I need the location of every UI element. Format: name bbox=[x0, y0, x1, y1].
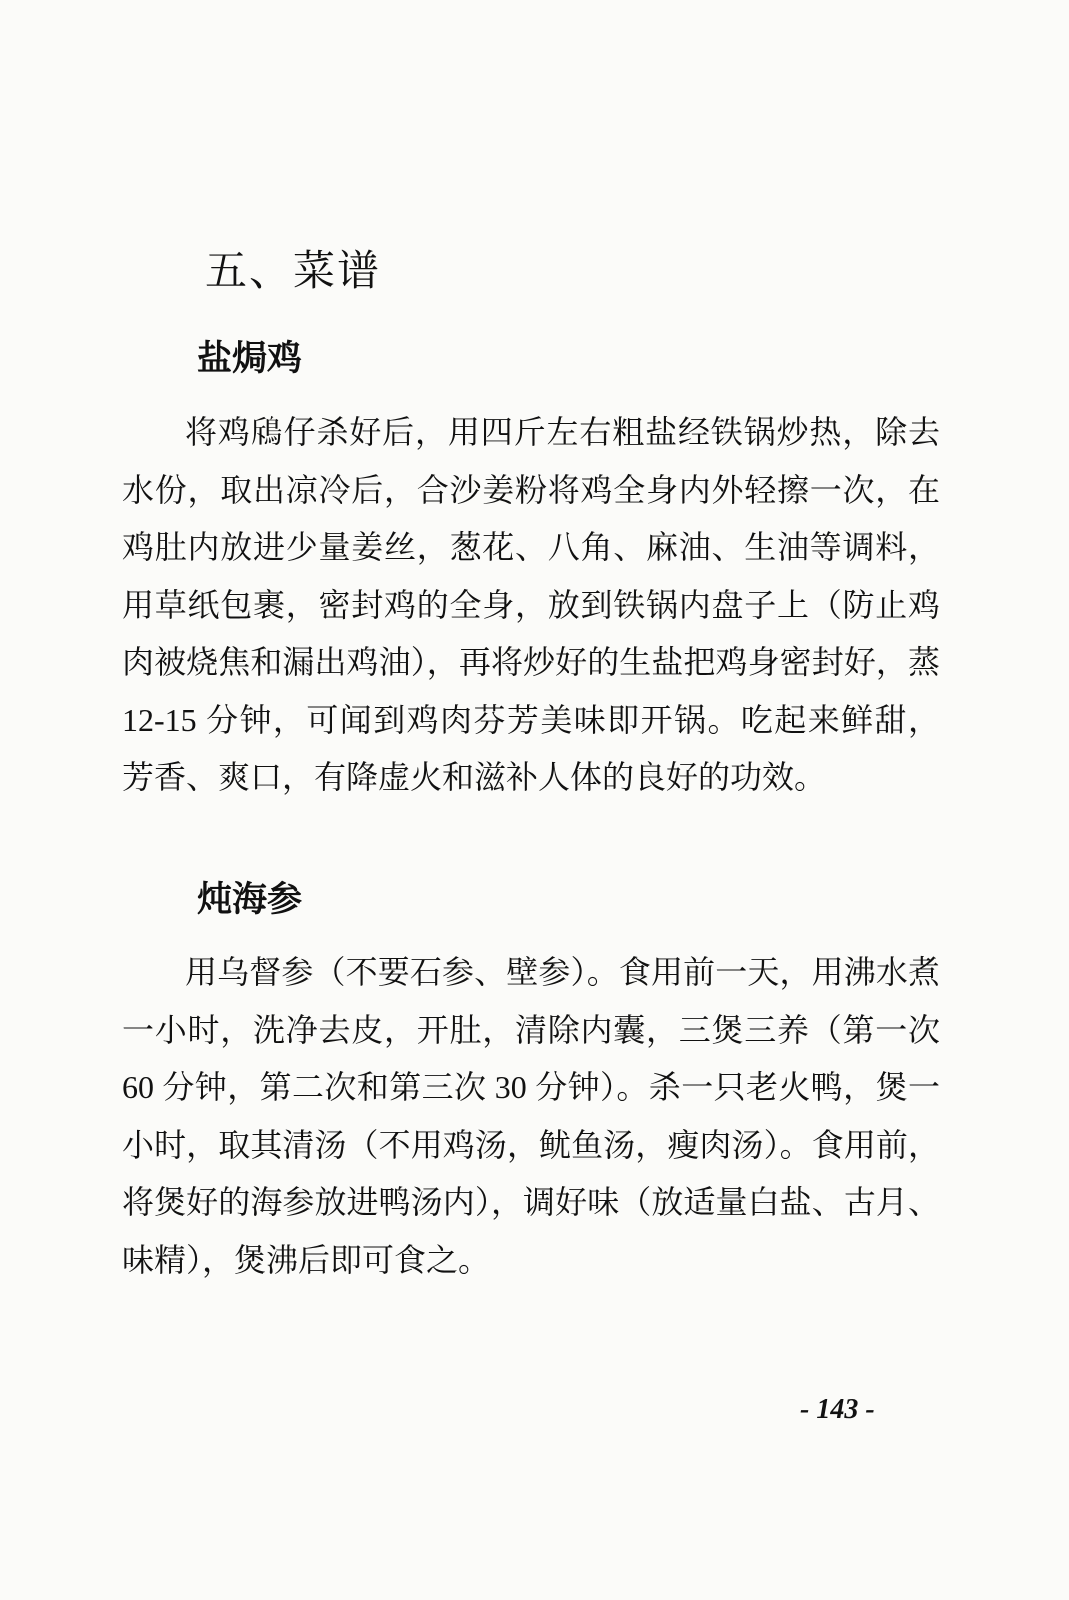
paragraph-line: 用草纸包裹，密封鸡的全身，放到铁锅内盘子上（防止鸡 bbox=[122, 586, 940, 623]
paragraph-line: 鸡肚内放进少量姜丝，葱花、八角、麻油、生油等调料， bbox=[122, 529, 940, 565]
paragraph-line: 芳香、爽口，有降虚火和滋补人体的良好的功效。 bbox=[122, 759, 827, 795]
paragraph-line: 60 分钟，第二次和第三次 30 分钟）。杀一只老火鸭，煲一 bbox=[122, 1069, 940, 1105]
paragraph-line: 水份，取出凉冷后，合沙姜粉将鸡全身内外轻擦一次，在 bbox=[122, 471, 940, 508]
section-heading: 五、菜谱 bbox=[205, 246, 382, 295]
recipe-paragraph bbox=[122, 404, 940, 807]
paragraph-line: 肉被烧焦和漏出鸡油），再将炒好的生盐把鸡身密封好，蒸 bbox=[122, 644, 940, 680]
paragraph-line: 将煲好的海参放进鸭汤内），调好味（放适量白盐、古月、 bbox=[122, 1184, 940, 1220]
page-number: - 143 - bbox=[800, 1394, 875, 1425]
recipe-paragraph bbox=[122, 944, 940, 1289]
paragraph-line: 用乌督参（不要石参、壁参）。食用前一天，用沸水煮 bbox=[185, 954, 940, 990]
paragraph-line: 小时，取其清汤（不用鸡汤，鱿鱼汤，瘦肉汤）。食用前， bbox=[122, 1126, 940, 1163]
paragraph-line: 将鸡𩿪仔杀好后，用四斤左右粗盐经铁锅炒热，除去 bbox=[185, 414, 940, 450]
paragraph-line: 12-15 分钟，可闻到鸡肉芬芳美味即开锅。吃起来鲜甜， bbox=[122, 701, 940, 738]
paragraph-line: 一小时，洗净去皮，开肚，清除内囊，三煲三养（第一次 bbox=[122, 1011, 940, 1048]
recipe-title: 盐焗鸡 bbox=[197, 339, 303, 379]
recipe-title: 炖海参 bbox=[197, 880, 303, 920]
paragraph-line: 味精），煲沸后即可食之。 bbox=[122, 1241, 491, 1278]
